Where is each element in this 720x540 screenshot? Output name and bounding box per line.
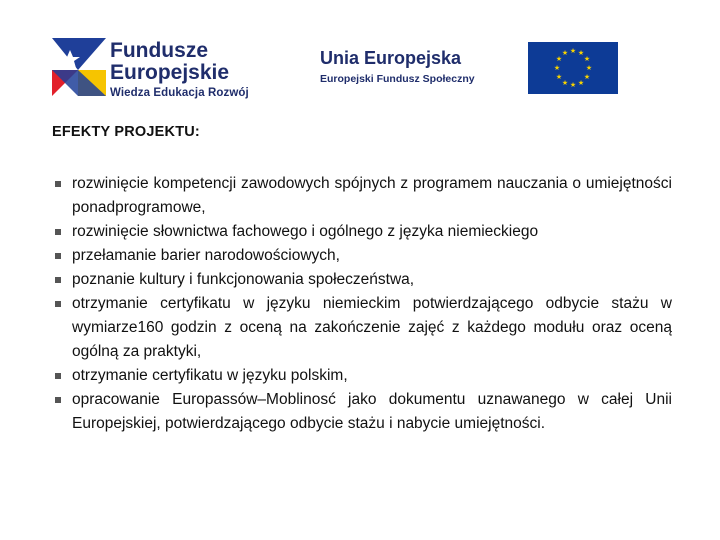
bullet-icon bbox=[55, 229, 61, 235]
fundusze-europejskie-logo bbox=[40, 20, 310, 110]
svg-text:★: ★ bbox=[569, 47, 577, 55]
bullet-icon bbox=[55, 397, 61, 403]
svg-text:★: ★ bbox=[561, 79, 569, 87]
section-heading: EFEKTY PROJEKTU: bbox=[52, 124, 200, 140]
fundusze-europejskie-mark-icon bbox=[48, 30, 108, 102]
list-item: otrzymanie certyfikatu w języku polskim, bbox=[52, 364, 672, 388]
bullet-icon bbox=[55, 181, 61, 187]
svg-text:★: ★ bbox=[583, 55, 591, 63]
list-item: rozwinięcie słownictwa fachowego i ogólnego z języka niemieckiego bbox=[52, 220, 672, 244]
bullet-icon bbox=[55, 277, 61, 283]
bullet-icon bbox=[55, 373, 61, 379]
svg-text:★: ★ bbox=[583, 73, 591, 81]
logo-bar bbox=[40, 20, 680, 112]
svg-text:★: ★ bbox=[555, 55, 563, 63]
fundusze-title-line1: Fundusze bbox=[110, 39, 208, 62]
svg-text:★: ★ bbox=[585, 64, 593, 72]
list-item: otrzymanie certyfikatu w języku niemieckim potwierdzającego odbycie stażu w wymiarze160 godzin z oceną na zakończenie zajęć z każdego modułu oraz oceną ogólną za praktyki, bbox=[52, 292, 672, 364]
list-item: poznanie kultury i funkcjonowania społeczeństwa, bbox=[52, 268, 672, 292]
list-item: opracowanie Europassów–Moblinosć jako dokumentu uznawanego w całej Unii Europejskiej, potwierdzającego odbycie stażu i nabycie umiejętności. bbox=[52, 388, 672, 436]
svg-text:★: ★ bbox=[569, 81, 577, 89]
svg-text:★: ★ bbox=[561, 49, 569, 57]
effects-list bbox=[52, 172, 672, 436]
fundusze-subtitle: Wiedza Edukacja Rozwój bbox=[110, 87, 249, 99]
fundusze-title-line2: Europejskie bbox=[110, 61, 230, 84]
svg-text:★: ★ bbox=[553, 64, 561, 72]
unia-subtitle: Europejski Fundusz Społeczny bbox=[320, 73, 475, 85]
svg-text:★: ★ bbox=[555, 73, 563, 81]
svg-text:★: ★ bbox=[577, 49, 585, 57]
unia-title: Unia Europejska bbox=[320, 48, 462, 68]
bullet-icon bbox=[55, 253, 61, 259]
bullet-icon bbox=[55, 301, 61, 307]
eu-flag-icon bbox=[528, 42, 618, 94]
svg-text:★: ★ bbox=[577, 79, 585, 87]
list-item: rozwinięcie kompetencji zawodowych spójnych z programem nauczania o umiejętności ponadprogramowe, bbox=[52, 172, 672, 220]
list-item: przełamanie barier narodowościowych, bbox=[52, 244, 672, 268]
unia-europejska-logo bbox=[320, 48, 475, 85]
